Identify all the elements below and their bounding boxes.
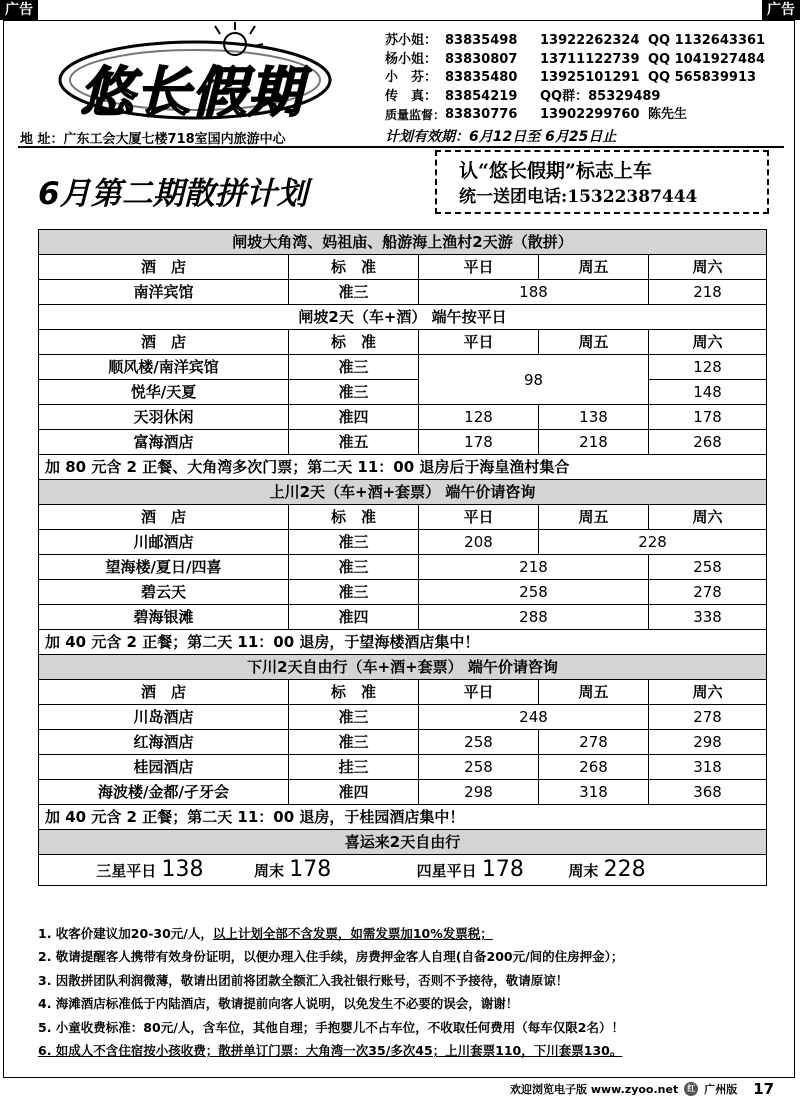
- hotel-name: 红海酒店: [39, 730, 289, 755]
- edition-label: 广州版: [704, 1083, 738, 1096]
- logo: [55, 22, 355, 127]
- contact-qq-group: QQ群：85329489: [540, 88, 661, 104]
- boarding-notice: [435, 150, 769, 214]
- price-label: 周末: [568, 861, 599, 880]
- contact-name: 小 芬：: [385, 70, 438, 85]
- price-weekday: 208: [419, 530, 539, 555]
- contact-row: [385, 88, 765, 107]
- section-note: 加 40 元含 2 正餐；第二天 11：00 退房，于桂园酒店集中！: [39, 805, 767, 830]
- col-hotel: 酒 店: [39, 505, 289, 530]
- hotel-standard: 准三: [289, 380, 419, 405]
- col-friday: 周五: [539, 680, 649, 705]
- hotel-standard: 准四: [289, 605, 419, 630]
- col-standard: 标 准: [289, 330, 419, 355]
- contact-row: [385, 51, 765, 70]
- price-friday: 318: [539, 780, 649, 805]
- note-row: [39, 805, 767, 830]
- table-header: [39, 505, 767, 530]
- ad-tag-left: 广告: [0, 0, 38, 20]
- note-row: [39, 630, 767, 655]
- col-hotel: 酒 店: [39, 680, 289, 705]
- contact-phone: 83830807: [445, 51, 518, 67]
- hotel-standard: 准三: [289, 730, 419, 755]
- price-label: 三星平日: [96, 861, 157, 880]
- section-title: 上川2天（车+酒+套票） 端午价请咨询: [39, 480, 767, 505]
- hotel-name: 碧云天: [39, 580, 289, 605]
- validity-period: 计划有效期：6月12日至 6月25日止: [385, 129, 617, 145]
- hotel-name: 碧海银滩: [39, 605, 289, 630]
- price-saturday: 268: [649, 430, 767, 455]
- contact-person: 陈先生: [648, 107, 688, 122]
- table-row: [39, 530, 767, 555]
- hotel-name: 南洋宾馆: [39, 280, 289, 305]
- price-weekday-friday: 188: [419, 280, 649, 305]
- term-item: 6. 如成人不含住宿按小孩收费；散拼单订门票：大角湾一次35/多次45；上川套票110，下川套票130。: [38, 1043, 623, 1059]
- contact-phone: 83830776: [445, 107, 518, 122]
- free-trip-prices: [39, 855, 767, 886]
- table-row: [39, 355, 767, 380]
- hotel-standard: 准四: [289, 405, 419, 430]
- page-footer: [510, 1080, 774, 1098]
- term-emphasis: 以上计划全部不含发票，如需发票加10%发票税；: [212, 926, 493, 941]
- col-weekday: 平日: [419, 255, 539, 280]
- contact-mobile: 13922262324: [540, 33, 640, 48]
- price-weekday-friday: 288: [419, 605, 649, 630]
- price-weekday: 178: [419, 430, 539, 455]
- price-weekday: 298: [419, 780, 539, 805]
- col-friday: 周五: [539, 330, 649, 355]
- col-weekday: 平日: [419, 330, 539, 355]
- contact-list: [385, 32, 765, 125]
- contact-name: 杨小姐：: [385, 51, 438, 67]
- col-standard: 标 准: [289, 255, 419, 280]
- page-title: 6月第二期散拼计划: [38, 176, 308, 212]
- term-item: 5. 小童收费标准：80元/人，含车位，其他自理；手抱婴儿不占车位，不收取任何费用（每车仅限2名）！: [38, 1019, 624, 1035]
- price-value: 178: [289, 856, 332, 882]
- term-text: 1. 收客价建议加20-30元/人，: [38, 926, 213, 941]
- term-item: 3. 因散拼团队利润微薄，敬请出团前将团款全额汇入我社银行账号，否则不予接待，敬请原谅！: [38, 972, 569, 988]
- section-header: [39, 655, 767, 680]
- note-row: [39, 455, 767, 480]
- price-friday-saturday: 228: [539, 530, 767, 555]
- tour-price-table: [38, 229, 767, 886]
- term-item: [38, 922, 788, 945]
- contact-qq: QQ 565839913: [648, 70, 757, 85]
- price-saturday: 278: [649, 580, 767, 605]
- terms-list: [38, 922, 788, 1062]
- price-value: 178: [481, 856, 524, 882]
- price-saturday: 128: [649, 355, 767, 380]
- price-label: 四星平日: [416, 861, 477, 880]
- section-header: [39, 305, 767, 330]
- price-weekday: 128: [419, 405, 539, 430]
- section-title: 喜运来2天自由行: [39, 830, 767, 855]
- contact-mobile: 13925101291: [540, 70, 640, 85]
- col-hotel: 酒 店: [39, 330, 289, 355]
- hotel-standard: 准三: [289, 530, 419, 555]
- table-row: [39, 755, 767, 780]
- price-friday: 218: [539, 430, 649, 455]
- hotel-name: 悦华/天夏: [39, 380, 289, 405]
- hotel-standard: 准三: [289, 555, 419, 580]
- section-title: 下川2天自由行（车+酒+套票） 端午价请咨询: [39, 655, 767, 680]
- price-saturday: 258: [649, 555, 767, 580]
- section-header: [39, 830, 767, 855]
- col-standard: 标 准: [289, 505, 419, 530]
- price-friday: 268: [539, 755, 649, 780]
- hotel-standard: 挂三: [289, 755, 419, 780]
- contact-qq: QQ 1041927484: [648, 51, 766, 67]
- contact-phone: 83835498: [445, 33, 518, 48]
- contact-row: [385, 69, 765, 88]
- address: 地 址：广东工会大厦七楼718室国内旅游中心: [20, 132, 286, 147]
- col-standard: 标 准: [289, 680, 419, 705]
- price-weekday: 258: [419, 730, 539, 755]
- price-weekday: 258: [419, 755, 539, 780]
- price-value: 138: [161, 856, 204, 882]
- hotel-standard: 准五: [289, 430, 419, 455]
- table-header: [39, 330, 767, 355]
- price-saturday: 298: [649, 730, 767, 755]
- table-row: [39, 780, 767, 805]
- table-row: [39, 405, 767, 430]
- hotel-name: 天羽休闲: [39, 405, 289, 430]
- price-saturday: 318: [649, 755, 767, 780]
- badge-icon: 红: [684, 1082, 698, 1096]
- price-saturday: 218: [649, 280, 767, 305]
- col-saturday: 周六: [649, 255, 767, 280]
- hotel-standard: 准三: [289, 705, 419, 730]
- col-hotel: 酒 店: [39, 255, 289, 280]
- price-saturday: 368: [649, 780, 767, 805]
- price-saturday: 278: [649, 705, 767, 730]
- contact-mobile: 13902299760: [540, 107, 640, 122]
- hotel-standard: 准三: [289, 355, 419, 380]
- notice-phone: 统一送团电话:15322387444: [459, 187, 698, 207]
- term-item: 2. 敬请提醒客人携带有效身份证明，以便办理入住手续，房费押金客人自理(自备200元/间的住房押金）；: [38, 949, 624, 965]
- ad-tag-right: 广告: [762, 0, 800, 20]
- hotel-name: 海波楼/金都/孑牙会: [39, 780, 289, 805]
- hotel-name: 望海楼/夏日/四喜: [39, 555, 289, 580]
- table-header: [39, 255, 767, 280]
- price-saturday: 338: [649, 605, 767, 630]
- price-label: 周末: [253, 861, 284, 880]
- section-title: 闸坡大角湾、妈祖庙、船游海上渔村2天游（散拼）: [39, 230, 767, 255]
- price-friday: 278: [539, 730, 649, 755]
- notice-line: 认“悠长假期”标志上车: [459, 160, 652, 182]
- col-saturday: 周六: [649, 330, 767, 355]
- divider: [18, 146, 784, 148]
- table-row: [39, 605, 767, 630]
- table-row: [39, 855, 767, 886]
- term-item: 4. 海滩酒店标准低于内陆酒店，敬请提前向客人说明，以免发生不必要的误会，谢谢！: [38, 996, 519, 1012]
- contact-name: 传 真：: [385, 88, 438, 104]
- section-note: 加 40 元含 2 正餐；第二天 11：00 退房，于望海楼酒店集中！: [39, 630, 767, 655]
- table-row: [39, 280, 767, 305]
- price-value: 228: [603, 856, 646, 882]
- section-header: [39, 480, 767, 505]
- price-saturday: 148: [649, 380, 767, 405]
- table-row: [39, 555, 767, 580]
- col-friday: 周五: [539, 505, 649, 530]
- hotel-standard: 准四: [289, 780, 419, 805]
- price-weekday-friday: 218: [419, 555, 649, 580]
- section-title: 闸坡2天（车+酒） 端午按平日: [39, 305, 767, 330]
- table-row: [39, 380, 767, 405]
- table-row: [39, 580, 767, 605]
- hotel-name: 富海酒店: [39, 430, 289, 455]
- contact-name: 质量监督：: [385, 108, 446, 122]
- contact-row: [385, 106, 765, 125]
- contact-name: 苏小姐：: [385, 33, 438, 48]
- col-weekday: 平日: [419, 505, 539, 530]
- col-saturday: 周六: [649, 505, 767, 530]
- table-row: [39, 730, 767, 755]
- contact-phone: 83854219: [445, 88, 518, 104]
- logo-text: 悠长假期: [80, 60, 304, 124]
- hotel-standard: 准三: [289, 280, 419, 305]
- price-friday: 138: [539, 405, 649, 430]
- contact-qq: QQ 1132643361: [648, 33, 766, 48]
- hotel-name: 顺风楼/南洋宾馆: [39, 355, 289, 380]
- price-weekday-friday: 248: [419, 705, 649, 730]
- hotel-name: 川岛酒店: [39, 705, 289, 730]
- hotel-name: 桂园酒店: [39, 755, 289, 780]
- hotel-name: 川邮酒店: [39, 530, 289, 555]
- col-friday: 周五: [539, 255, 649, 280]
- contact-row: [385, 32, 765, 51]
- contact-phone: 83835480: [445, 70, 518, 85]
- price-weekday-friday: 98: [419, 355, 649, 405]
- section-note: 加 80 元含 2 正餐、大角湾多次门票；第二天 11：00 退房后于海皇渔村集合: [39, 455, 767, 480]
- col-saturday: 周六: [649, 680, 767, 705]
- hotel-standard: 准三: [289, 580, 419, 605]
- table-row: [39, 430, 767, 455]
- table-header: [39, 680, 767, 705]
- price-saturday: 178: [649, 405, 767, 430]
- price-weekday-friday: 258: [419, 580, 649, 605]
- table-row: [39, 705, 767, 730]
- footer-text: 欢迎浏览电子版 www.zyoo.net: [510, 1083, 679, 1096]
- page-number: 17: [753, 1080, 775, 1098]
- contact-mobile: 13711122739: [540, 51, 640, 67]
- col-weekday: 平日: [419, 680, 539, 705]
- section-header: [39, 230, 767, 255]
